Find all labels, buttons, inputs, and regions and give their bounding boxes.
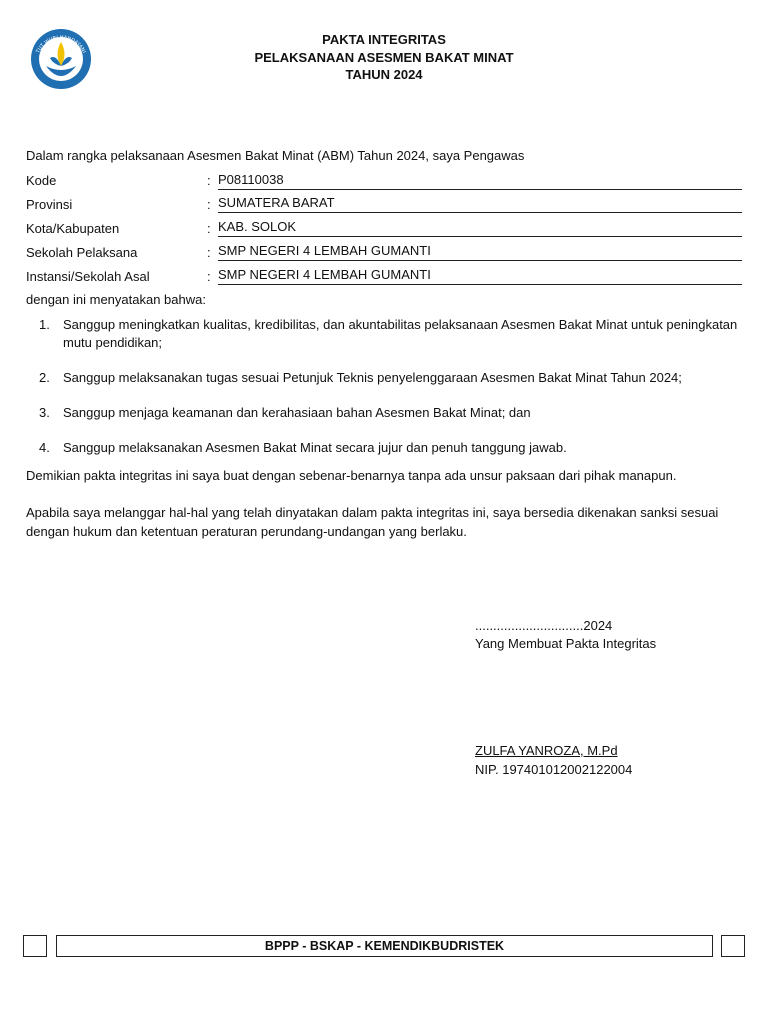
list-text: Sanggup melaksanakan Asesmen Bakat Minat secara jujur dan penuh tanggung jawab. [63,440,567,455]
list-item [26,316,742,352]
svg-text:TUT WURI HANDAYANI: TUT WURI HANDAYANI [35,34,87,55]
field-label-kota-kabupaten: Kota/Kabupaten [26,221,120,236]
list-item [26,439,742,457]
list-number: 1. [39,317,50,332]
field-value-kota-kabupaten: KAB. SOLOK [218,219,742,237]
field-value-instansi-asal: SMP NEGERI 4 LEMBAH GUMANTI [218,267,742,285]
title-line-1: PAKTA INTEGRITAS [322,32,446,47]
list-text: Sanggup meningkatkan kualitas, kredibilitas, dan akuntabilitas pelaksanaan Asesmen Bakat Minat untuk peningkatan mutu pendidikan; [63,317,738,350]
footer-right-box [721,935,745,957]
commitment-list [26,316,742,457]
document-title [0,31,768,84]
footer-left-box [23,935,47,957]
field-label-kode: Kode [26,173,57,188]
signature-name: ZULFA YANROZA, M.Pd [475,743,618,758]
list-number: 3. [39,405,50,420]
list-text: Sanggup menjaga keamanan dan kerahasiaan bahan Asesmen Bakat Minat; dan [63,405,531,420]
field-value-kode: P08110038 [218,172,742,190]
field-label-provinsi: Provinsi [26,197,73,212]
intro-text: Dalam rangka pelaksanaan Asesmen Bakat Minat (ABM) Tahun 2024, saya Pengawas [26,148,525,163]
signature-nip: NIP. 197401012002122004 [475,762,633,777]
field-colon: : [207,245,211,260]
closing-paragraph-1: Demikian pakta integritas ini saya buat dengan sebenar-benarnya tanpa ada unsur paksaan dari pihak manapun. [26,468,677,483]
field-label-sekolah-pelaksana: Sekolah Pelaksana [26,245,138,260]
list-text: Sanggup melaksanakan tugas sesuai Petunjuk Teknis penyelenggaraan Asesmen Bakat Minat Tahun 2024; [63,370,682,385]
footer-label: BPPP - BSKAP - KEMENDIKBUDRISTEK [56,935,713,957]
signature-date: ..............................2024 [475,618,613,633]
title-line-3: TAHUN 2024 [345,67,423,82]
field-value-sekolah-pelaksana: SMP NEGERI 4 LEMBAH GUMANTI [218,243,742,261]
closing-paragraph-2: Apabila saya melanggar hal-hal yang telah dinyatakan dalam pakta integritas ini, saya bersedia dikenakan sanksi sesuai dengan hukum dan ketentuan peraturan perundang-undangan yang berlaku. [26,505,719,539]
statement-text: dengan ini menyatakan bahwa: [26,292,206,307]
list-number: 2. [39,370,50,385]
list-item [26,369,742,387]
field-colon: : [207,269,211,284]
list-number: 4. [39,440,50,455]
field-colon: : [207,221,211,236]
title-line-2: PELAKSANAAN ASESMEN BAKAT MINAT [254,49,514,65]
list-item [26,404,742,422]
field-label-instansi-asal: Instansi/Sekolah Asal [26,269,150,284]
field-colon: : [207,197,211,212]
field-value-provinsi: SUMATERA BARAT [218,195,742,213]
field-colon: : [207,173,211,188]
signature-role: Yang Membuat Pakta Integritas [475,636,657,651]
